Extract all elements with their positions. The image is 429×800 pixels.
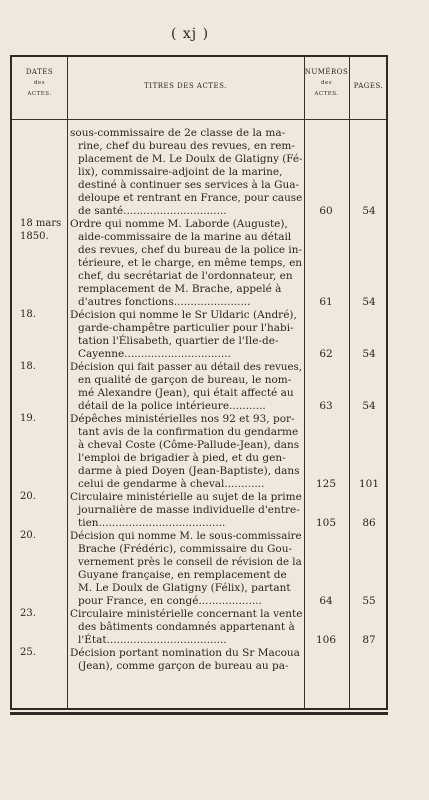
entry-page: 86 bbox=[362, 517, 376, 529]
entry-text-line: vernement près le conseil de révision de la bbox=[78, 556, 302, 568]
entry-numero: 64 bbox=[319, 595, 333, 607]
entry-text-line: tation l'Élisabeth, quartier de l'Ile-de- bbox=[78, 335, 279, 347]
entry-text-line: d'autres fonctions....................... bbox=[78, 296, 251, 308]
entry-numero: 105 bbox=[315, 517, 337, 529]
entry-text-line: remplacement de M. Brache, appelé à bbox=[78, 283, 282, 295]
entry-numero: 62 bbox=[319, 348, 333, 360]
header-dates-label: DATES bbox=[25, 68, 54, 76]
entry-text-line: Décision qui nomme le Sr Uldaric (André), bbox=[70, 309, 297, 321]
entry-text-line: Décision qui fait passer au détail des revues, bbox=[70, 361, 302, 373]
column-divider bbox=[349, 57, 350, 708]
entry-text-line: deloupe et rentrant en France, pour cause bbox=[78, 192, 303, 204]
entry-text-line: Dépêches ministérielles nos 92 et 93, por- bbox=[70, 413, 295, 425]
index-table bbox=[10, 55, 388, 710]
entry-text-line: rine, chef du bureau des revues, en rem- bbox=[78, 140, 295, 152]
header-dates bbox=[12, 67, 67, 100]
entry-text-line: (Jean), comme garçon de bureau au pa- bbox=[78, 660, 289, 672]
entry-text-line: térieure, et le charge, en même temps, en bbox=[78, 257, 303, 269]
entry-numero: 60 bbox=[319, 205, 333, 217]
entry-date: 18. bbox=[20, 361, 36, 372]
entry-text-line: de santé............................... bbox=[78, 205, 227, 217]
entry-text-line: darme à pied Doyen (Jean-Baptiste), dans bbox=[78, 465, 300, 477]
entry-text-line: à cheval Coste (Côme-Pallude-Jean), dans bbox=[78, 439, 300, 451]
entry-page: 101 bbox=[358, 478, 380, 490]
entry-date: 18. bbox=[20, 309, 36, 320]
entry-text-line: chef, du secrétariat de l'ordonnateur, en bbox=[78, 270, 293, 282]
entry-page: 54 bbox=[362, 400, 376, 412]
entry-text-line: Circulaire ministérielle concernant la vente bbox=[70, 608, 303, 620]
column-divider bbox=[67, 57, 68, 708]
entry-text-line: l'État.................................... bbox=[78, 634, 227, 646]
entry-text-line: Décision qui nomme M. le sous-commissaire bbox=[70, 530, 302, 542]
entry-date: 20. bbox=[20, 530, 36, 541]
entry-text-line: Ordre qui nomme M. Laborde (Auguste), bbox=[70, 218, 288, 230]
header-dates-sub2: ACTES. bbox=[27, 91, 52, 97]
header-pages bbox=[349, 81, 388, 92]
entry-text-line: détail de la police intérieure........... bbox=[78, 400, 266, 412]
entry-text-line: mé Alexandre (Jean), qui était affecté au bbox=[78, 387, 294, 399]
entry-text-line: Décision portant nomination du Sr Macoua bbox=[70, 647, 300, 659]
entry-text-line: Circulaire ministérielle au sujet de la prime bbox=[70, 491, 302, 503]
entry-page: 54 bbox=[362, 296, 376, 308]
entry-date: 20. bbox=[20, 491, 36, 502]
entry-text-line: tant avis de la confirmation du gendarme bbox=[78, 426, 299, 438]
entry-text-line: placement de M. Le Doulx de Glatigny (Fé- bbox=[78, 153, 303, 165]
entry-text-line: destiné à continuer ses services à la Gua- bbox=[78, 179, 300, 191]
entry-text-line: Cayenne................................ bbox=[78, 348, 231, 360]
entry-numero: 106 bbox=[315, 634, 337, 646]
entry-page: 55 bbox=[362, 595, 376, 607]
entry-text-line: en qualité de garçon de bureau, le nom- bbox=[78, 374, 292, 386]
entry-page: 87 bbox=[362, 634, 376, 646]
entry-text-line: celui de gendarme à cheval............ bbox=[78, 478, 265, 490]
entry-text-line: pour France, en congé................... bbox=[78, 595, 262, 607]
entry-text-line: sous-commissaire de 2e classe de la ma- bbox=[70, 127, 286, 139]
entry-text-line: journalière de masse individuelle d'entre- bbox=[78, 504, 300, 516]
header-numeros-label: NUMÉROS bbox=[304, 68, 349, 76]
entry-page: 54 bbox=[362, 205, 376, 217]
entry-text-line: Guyane française, en remplacement de bbox=[78, 569, 287, 581]
entry-text-line: garde-champêtre particulier pour l'habi- bbox=[78, 322, 294, 334]
header-divider bbox=[12, 119, 386, 120]
entry-date: 19. bbox=[20, 413, 36, 424]
entry-text-line: Brache (Frédéric), commissaire du Gou- bbox=[78, 543, 293, 555]
column-divider bbox=[304, 57, 305, 708]
entry-page: 54 bbox=[362, 348, 376, 360]
header-pages-label: PAGES. bbox=[353, 82, 384, 90]
entry-numero: 61 bbox=[319, 296, 333, 308]
entry-text-line: des bâtiments condamnés appartenant à bbox=[78, 621, 295, 633]
entry-numero: 63 bbox=[319, 400, 333, 412]
entry-date: 18 mars bbox=[20, 218, 62, 229]
entry-text-line: l'emploi de brigadier à pied, et du gen- bbox=[78, 452, 286, 464]
entry-text-line: lix), commissaire-adjoint de la marine, bbox=[78, 166, 283, 178]
entry-text-line: tien...................................... bbox=[78, 517, 226, 529]
entry-text-line: aide-commissaire de la marine au détail bbox=[78, 231, 292, 243]
header-numeros-sub1: des bbox=[320, 80, 333, 86]
header-titles bbox=[67, 81, 304, 92]
entry-text-line: M. Le Doulx de Glatigny (Félix), partant bbox=[78, 582, 291, 594]
header-numeros bbox=[304, 67, 349, 100]
entry-date: 1850. bbox=[20, 231, 49, 242]
entry-text-line: des revues, chef du bureau de la police in- bbox=[78, 244, 302, 256]
header-titles-label: TITRES DES ACTES. bbox=[144, 82, 227, 90]
header-dates-sub1: des bbox=[33, 80, 46, 86]
frame-bottom-rule bbox=[10, 712, 388, 715]
header-numeros-sub2: ACTES. bbox=[314, 91, 339, 97]
page-number: ( xj ) bbox=[170, 26, 210, 42]
entry-numero: 125 bbox=[315, 478, 337, 490]
entry-date: 25. bbox=[20, 647, 36, 658]
entry-date: 23. bbox=[20, 608, 36, 619]
